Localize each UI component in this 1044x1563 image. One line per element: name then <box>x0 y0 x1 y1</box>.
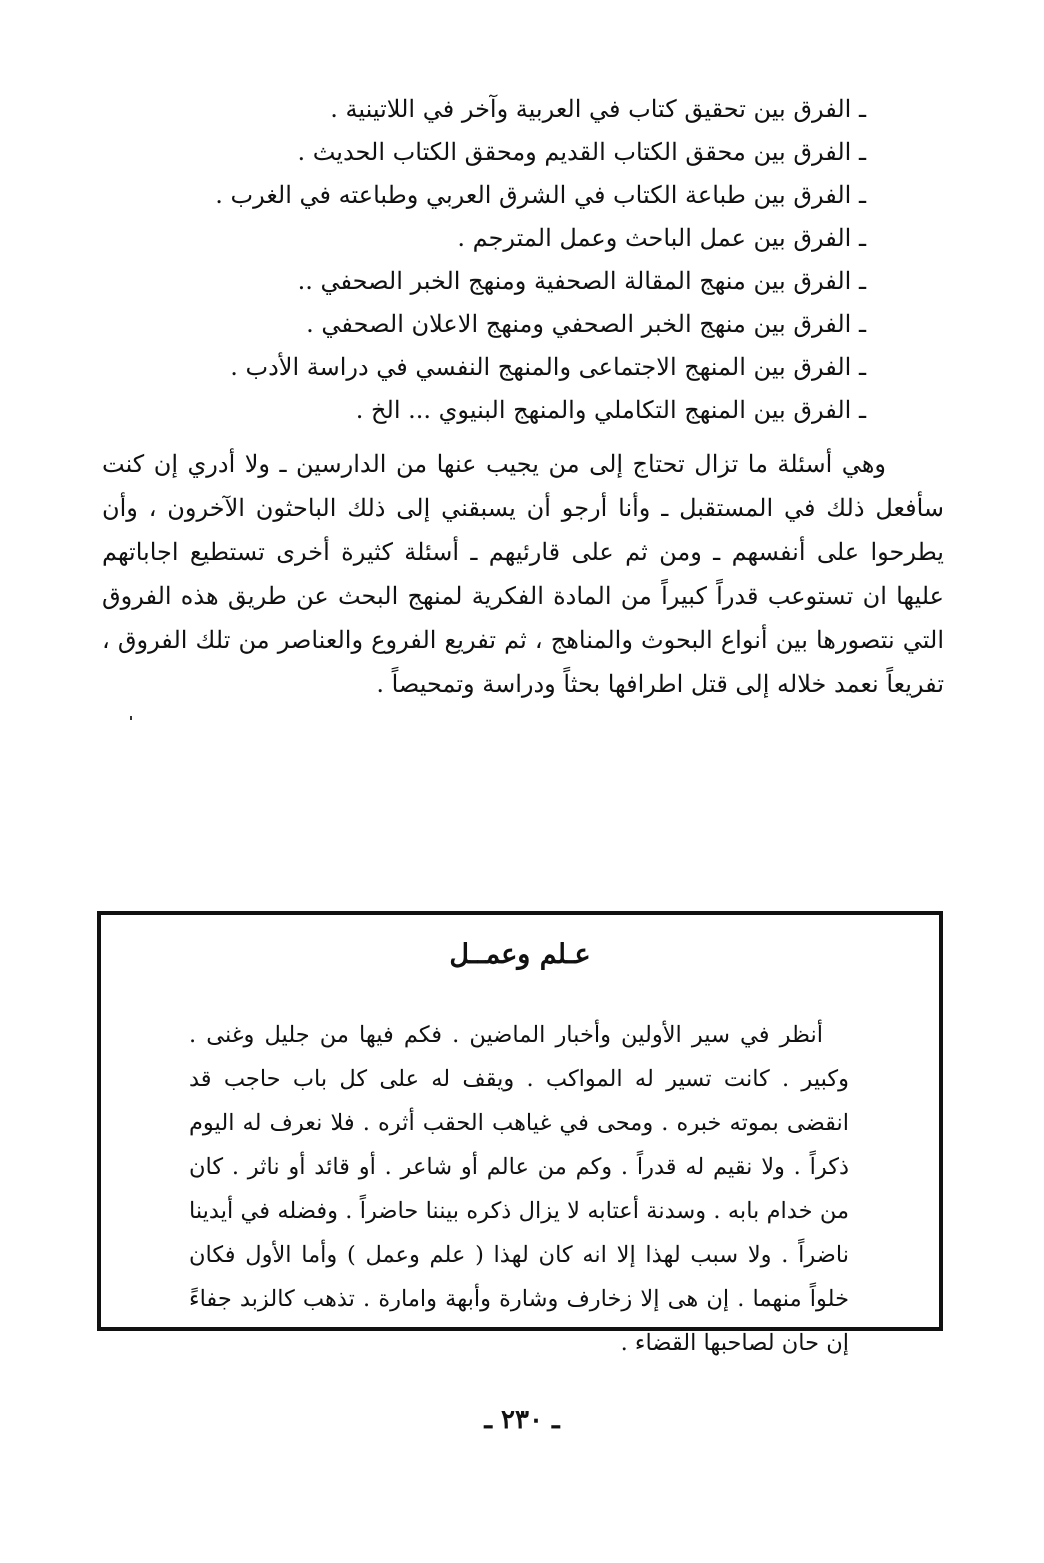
list-item: ـ الفرق بين المنهج الاجتماعى والمنهج النفسي في دراسة الأدب . <box>230 353 866 381</box>
page-number: ـ ٢٣٠ ـ <box>484 1405 560 1435</box>
list-item: ـ الفرق بين منهج الخبر الصحفي ومنهج الاعلان الصحفي . <box>306 310 866 338</box>
quote-box <box>97 911 943 1356</box>
quote-box-text: أنظر في سير الأولين وأخبار الماضين . فكم فيها من جليل وغنى . وكبير . كانت تسير له المواكب . ويقف له على كل باب حاجب قد انقضى بموته خبره . ومحى في غياهب الحقب أثره . فلا نعرف له اليوم ذكراً . ولا نقيم له قدراً . وكم من عالم أو شاعر . أو قائد أو ناثر . كان من خدام بابه . وسدنة أعتابه لا يزال ذكره بيننا حاضراً . وفضله في أيدينا ناضراً . ولا سبب لهذا إلا انه كان لهذا ( علم وعمل ) وأما الأول فكان خلواً منهما . إن هى إلا زخارف وشارة وأبهة وامارة . تذهب كالزبد جفاءً إن حان لصاحبها القضاء . <box>189 1022 849 1356</box>
stray-ink-mark <box>130 716 132 720</box>
list-item: ـ الفرق بين المنهج التكاملي والمنهج البنيوي ... الخ . <box>355 396 866 424</box>
list-item: ـ الفرق بين عمل الباحث وعمل المترجم . <box>457 224 866 252</box>
body-paragraph: وهي أسئلة ما تزال تحتاج إلى من يجيب عنها من الدارسين ـ ولا أدري إن كنت سأفعل ذلك في المستقبل ـ وأنا أرجو أن يسبقني إلى ذلك الباحثون الآخرون ، وأن يطرحوا على أنفسهم ـ ومن ثم على قارئيهم ـ أسئلة كثيرة أخرى تستطيع اجاباتهم عليها ان تستوعب قدراً كبيراً من المادة الفكرية لمنهج البحث عن طريق هذه الفروق التي نتصورها بين أنواع البحوث والمناهج ، ثم تفريع الفروع والعناصر من تلك الفروق ، تفريعاً نعمد خلاله إلى قتل اطرافها بحثاً ودراسة وتمحيصاً . <box>102 450 944 698</box>
differences-list <box>146 88 866 432</box>
quote-box-title: عـلم وعمــل <box>449 939 591 970</box>
list-item: ـ الفرق بين منهج المقالة الصحفية ومنهج الخبر الصحفي .. <box>297 267 866 295</box>
list-item: ـ الفرق بين محقق الكتاب القديم ومحقق الكتاب الحديث . <box>297 138 866 166</box>
list-item: ـ الفرق بين تحقيق كتاب في العربية وآخر في اللاتينية . <box>330 95 866 123</box>
list-item: ـ الفرق بين طباعة الكتاب في الشرق العربي وطباعته في الغرب . <box>215 181 866 209</box>
